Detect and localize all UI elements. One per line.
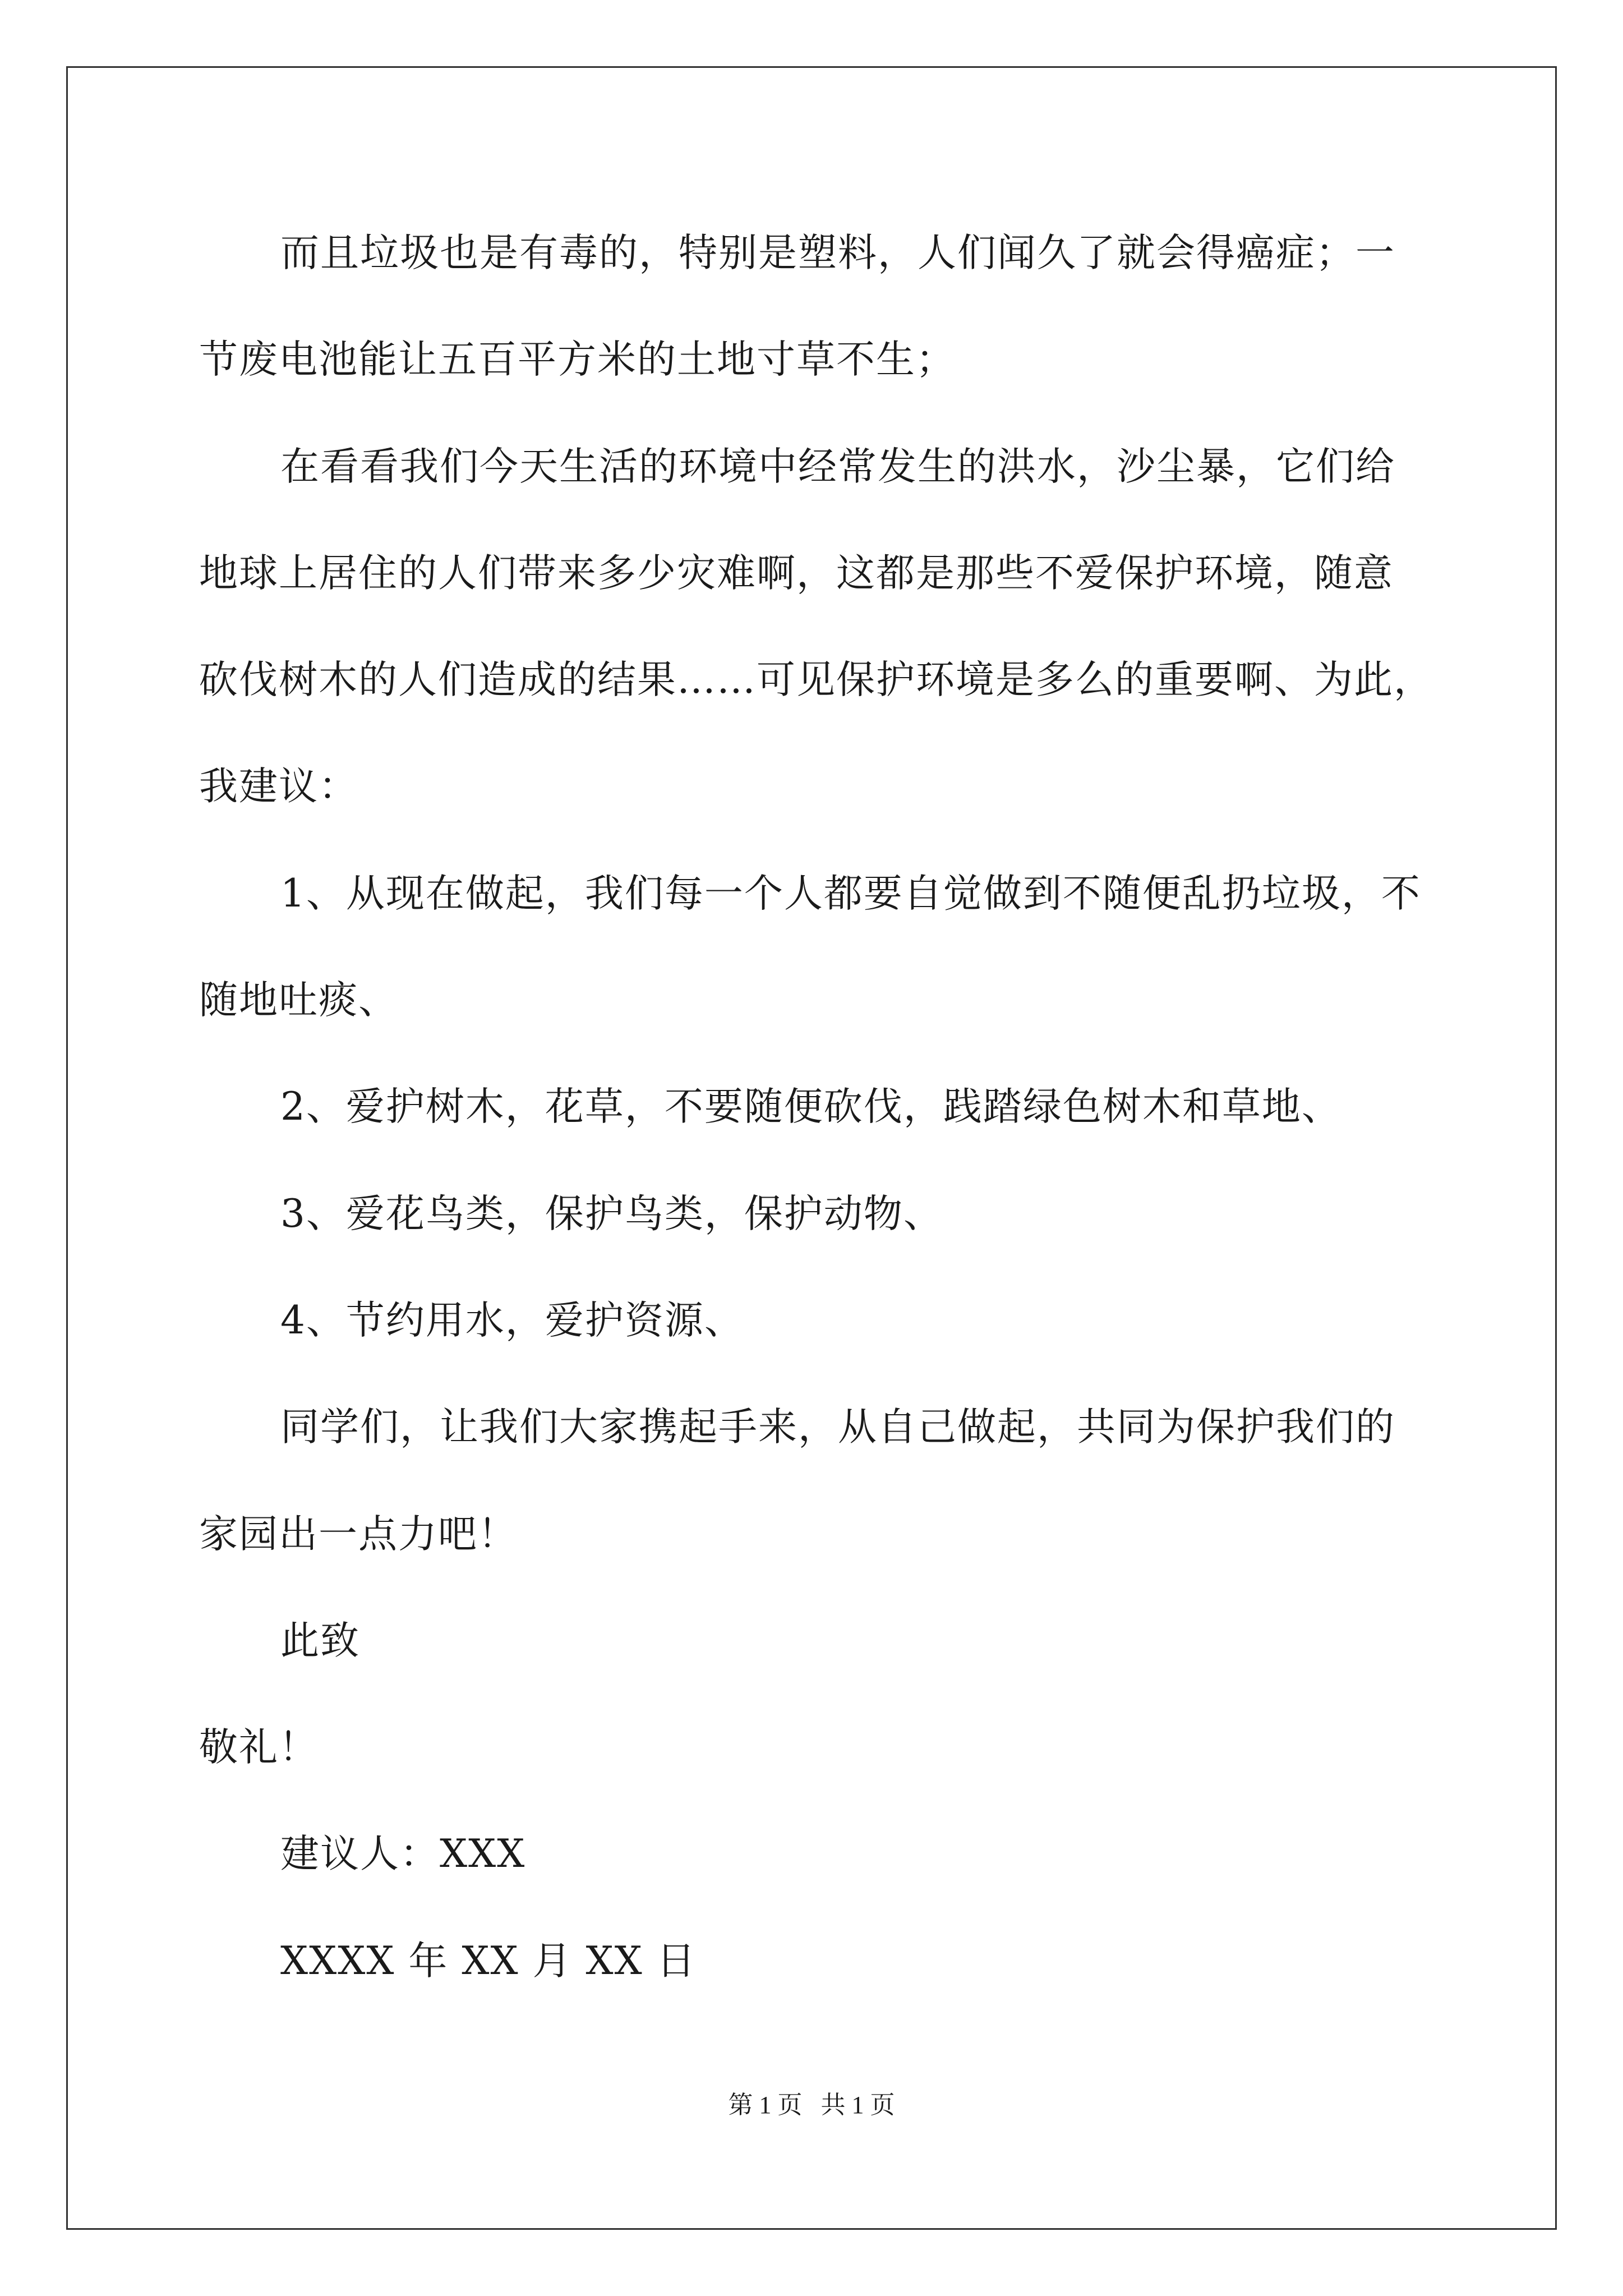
paragraph-line: 同学们，让我们大家携起手来，从自己做起，共同为保护我们的	[280, 1405, 1395, 1450]
paragraph-line: 而且垃圾也是有毒的，特别是塑料，人们闻久了就会得癌症；一	[280, 231, 1395, 275]
closing-line: 此致	[280, 1618, 360, 1663]
paragraph-line: 砍伐树木的人们造成的结果……可见保护环境是多么的重要啊、为此，	[199, 657, 1433, 702]
list-item-line: 1、从现在做起，我们每一个人都要自觉做到不随便乱扔垃圾，不	[280, 871, 1421, 916]
paragraph-line: 我建议：	[199, 764, 358, 809]
paragraph-line: 家园出一点力吧！	[199, 1512, 518, 1557]
date-line: XXXX 年 XX 月 XX 日	[280, 1939, 697, 1984]
list-item-line: 随地吐痰、	[199, 978, 398, 1023]
paragraph-line: 地球上居住的人们带来多少灾难啊，这都是那些不爱保护环境，随意	[199, 551, 1394, 596]
signature-line: 建议人：XXX	[280, 1832, 526, 1876]
list-item-line: 4、节约用水，爱护资源、	[280, 1298, 744, 1343]
list-item-line: 3、爱花鸟类，保护鸟类，保护动物、	[280, 1191, 943, 1236]
page-number-footer: 第 1 页 共 1 页	[728, 2091, 895, 2119]
paragraph-line: 在看看我们今天生活的环境中经常发生的洪水，沙尘暴，它们给	[280, 444, 1395, 489]
list-item-line: 2、爱护树木，花草，不要随便砍伐，践踏绿色树木和草地、	[280, 1084, 1341, 1129]
salutation-line: 敬礼！	[199, 1725, 319, 1770]
page-border	[66, 66, 1557, 2230]
paragraph-line: 节废电池能让五百平方米的土地寸草不生；	[199, 337, 956, 382]
